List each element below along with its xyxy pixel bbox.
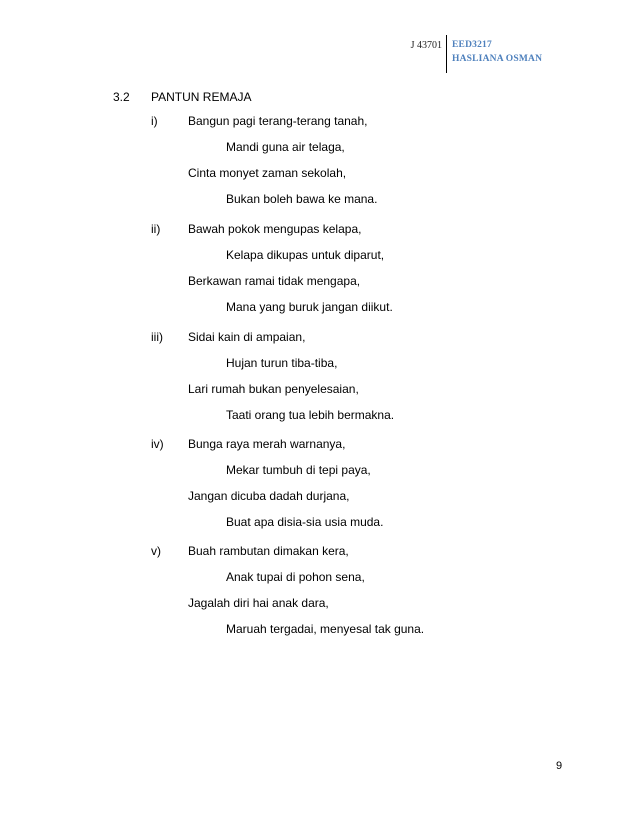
stanza-line: Mana yang buruk jangan diikut. — [226, 300, 393, 314]
stanza-line: Anak tupai di pohon sena, — [226, 570, 365, 584]
stanza-line: Jangan dicuba dadah durjana, — [188, 489, 350, 503]
stanza-number: iii) — [151, 330, 163, 344]
stanza-line: Lari rumah bukan penyelesaian, — [188, 382, 359, 396]
stanza-line: Cinta monyet zaman sekolah, — [188, 166, 347, 180]
stanza-line: Bawah pokok mengupas kelapa, — [188, 222, 362, 236]
stanza — [0, 437, 638, 537]
stanza-line: Mandi guna air telaga, — [226, 140, 345, 154]
stanza-line: Sidai kain di ampaian, — [188, 330, 306, 344]
section-title: PANTUN REMAJA — [151, 90, 252, 104]
stanza-line: Maruah tergadai, menyesal tak guna. — [226, 622, 425, 636]
stanza-line: Bunga raya merah warnanya, — [188, 437, 346, 451]
stanza — [0, 330, 638, 430]
stanza-number: ii) — [151, 222, 161, 236]
stanza-line: Bukan boleh bawa ke mana. — [226, 192, 378, 206]
stanza-line: Buat apa disia-sia usia muda. — [226, 515, 384, 529]
stanza-line: Berkawan ramai tidak mengapa, — [188, 274, 361, 288]
header-divider — [446, 35, 447, 73]
stanza-number: v) — [151, 544, 161, 558]
stanza — [0, 222, 638, 322]
stanza-number: iv) — [151, 437, 164, 451]
stanza-line: Kelapa dikupas untuk diparut, — [226, 248, 385, 262]
page-number: 9 — [556, 760, 563, 772]
stanza-number: i) — [151, 114, 158, 128]
section-number: 3.2 — [113, 90, 130, 104]
stanza-line: Taati orang tua lebih bermakna. — [226, 408, 395, 422]
document-id: J 43701 — [410, 40, 442, 51]
stanza-line: Bangun pagi terang-terang tanah, — [188, 114, 368, 128]
stanza-line: Mekar tumbuh di tepi paya, — [226, 463, 371, 477]
author-name: HASLIANA OSMAN — [452, 54, 543, 64]
course-code: EED3217 — [452, 40, 492, 50]
stanza-line: Jagalah diri hai anak dara, — [188, 596, 329, 610]
stanza — [0, 544, 638, 644]
stanza-line: Hujan turun tiba-tiba, — [226, 356, 338, 370]
stanza — [0, 114, 638, 214]
stanza-line: Buah rambutan dimakan kera, — [188, 544, 349, 558]
